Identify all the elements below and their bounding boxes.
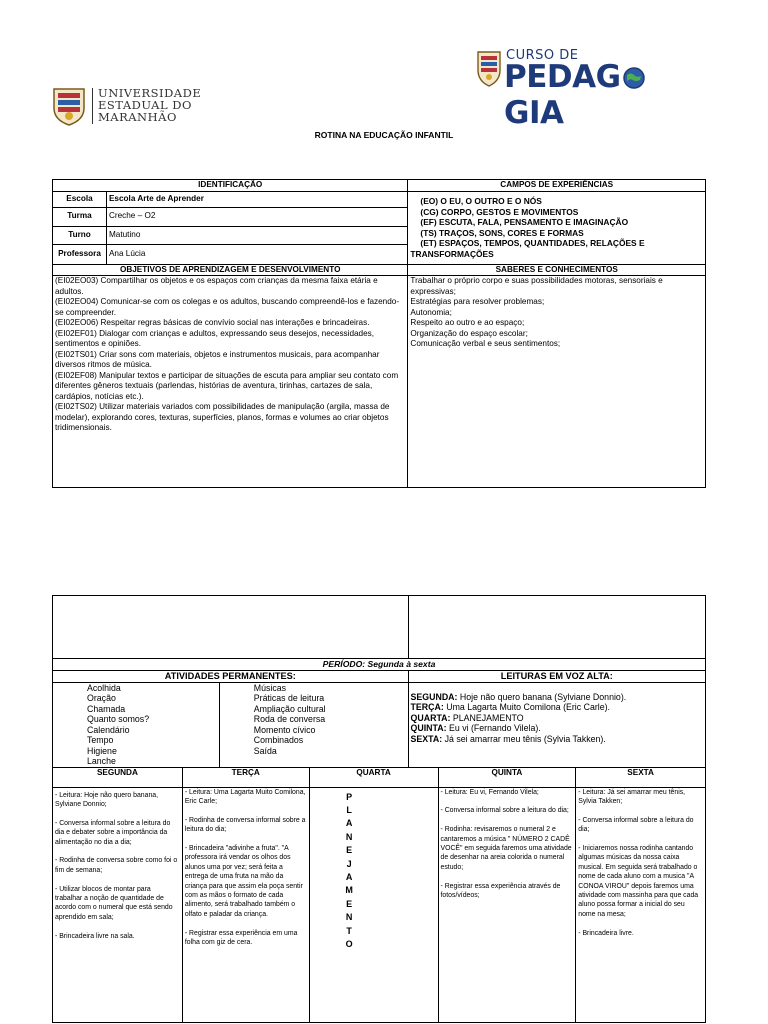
leitura-text: Hoje não quero banana (Sylviane Donnio). bbox=[457, 691, 627, 702]
blank-cell-right bbox=[408, 596, 705, 659]
plan-item: - Leitura: Já sei amarrar meu tênis, Sylvia Takken; bbox=[578, 788, 686, 805]
blank-cell-left bbox=[53, 596, 409, 659]
routine-table bbox=[52, 595, 706, 1023]
plan-item: - Conversa informal sobre a leitura do dia; bbox=[440, 807, 569, 815]
planejamento-letter: T bbox=[346, 925, 353, 936]
identification-table bbox=[52, 179, 706, 488]
atividade-item: Saída bbox=[253, 745, 277, 756]
plan-item: - Leitura: Hoje não quero banana, Sylviane Donnio; bbox=[55, 791, 159, 808]
saber-item: Comunicação verbal e seus sentimentos; bbox=[410, 339, 561, 348]
plan-item: - Brincadeira "adivinhe a fruta". "A professora irá vendar os olhos dos alunos uma por vez; será feita a entrega de uma fruta na mão da criança para que assim ela poça sentir com as mãos o formato de cada alimento, será trabalhado também o olfato e paladar da criança. bbox=[184, 844, 303, 918]
plan-item: - Leitura: Uma Lagarta Muito Comilona, Eric Carle; bbox=[184, 788, 306, 805]
leitura-item bbox=[411, 702, 703, 713]
plan-item: - Rodinha de conversa informal sobre a leitura do dia; bbox=[184, 816, 306, 834]
quarta-plan bbox=[309, 787, 438, 1023]
sexta-plan bbox=[576, 787, 706, 1023]
planejamento-letter: J bbox=[346, 858, 353, 869]
atividade-item: Ampliação cultural bbox=[253, 703, 326, 714]
leituras-header: LEITURAS EM VOZ ALTA: bbox=[408, 670, 705, 682]
atividade-item: Chamada bbox=[87, 703, 126, 714]
leitura-item bbox=[411, 692, 703, 703]
saber-item: Organização do espaço escolar; bbox=[410, 328, 528, 338]
pedagogia-main-text bbox=[504, 59, 704, 131]
plan-item: - Rodinha de conversa sobre como foi o fim de semana; bbox=[55, 857, 178, 874]
campo-ts: (TS) TRAÇOS, SONS, CORES E FORMAS bbox=[420, 227, 584, 238]
pedagogia-main-right: GIA bbox=[504, 95, 564, 131]
pedagogia-logo bbox=[474, 46, 704, 131]
uema-name bbox=[98, 87, 201, 123]
leitura-text: PLANEJAMENTO bbox=[450, 712, 524, 723]
saber-item: Estratégias para resolver problemas; bbox=[410, 297, 545, 306]
turno-value: Matutino bbox=[106, 226, 407, 244]
objetivo-item: (EI02EF08) Manipular textos e participar de situações de escuta para ampliar seu contato com diferentes gêneros textuais (parlendas, histórias de aventura, tirinhas, cartazes de sala, cardápios, notícias etc.). bbox=[55, 370, 399, 401]
professora-label: Professora bbox=[53, 244, 107, 264]
uema-seal-icon bbox=[50, 86, 88, 126]
leitura-item bbox=[411, 713, 703, 724]
atividades-col1 bbox=[53, 682, 220, 767]
leitura-item bbox=[411, 723, 703, 734]
uema-line-3: MARANHÃO bbox=[98, 110, 177, 124]
objetivos-header: OBJETIVOS DE APRENDIZAGEM E DESENVOLVIMENTO bbox=[53, 264, 408, 276]
planejamento-letter: O bbox=[345, 938, 354, 949]
quinta-plan bbox=[438, 787, 576, 1023]
saberes-header: SABERES E CONHECIMENTOS bbox=[408, 264, 706, 276]
objetivo-item: (EI02EO04) Comunicar-se com os colegas e os adultos, buscando compreendê-los e fazendo-se compreender. bbox=[55, 297, 400, 317]
planejamento-letter: N bbox=[345, 831, 354, 842]
planejamento-letter: E bbox=[346, 845, 354, 856]
uema-line-1: UNIVERSIDADE bbox=[98, 86, 202, 100]
campo-cg: (CG) CORPO, GESTOS E MOVIMENTOS bbox=[420, 206, 579, 217]
planejamento-letter: A bbox=[345, 871, 354, 882]
turma-label: Turma bbox=[53, 207, 107, 226]
atividade-item: Calendário bbox=[87, 724, 130, 735]
objetivo-item: (EI02EO03) Compartilhar os objetos e os espaços com crianças da mesma faixa etária e adultos. bbox=[55, 276, 378, 296]
plan-item: - Registrar essa experiência através de fotos/vídeos; bbox=[440, 882, 561, 899]
leitura-day: TERÇA: bbox=[410, 702, 444, 712]
atividade-item: Tempo bbox=[87, 735, 114, 745]
pedagogia-seal-icon bbox=[476, 50, 502, 88]
saberes-list bbox=[408, 276, 706, 488]
objetivo-item: (EI02EF01) Dialogar com crianças e adultos, expressando seus desejos, necessidades, sentimentos e opiniões. bbox=[55, 328, 375, 348]
turno-label: Turno bbox=[53, 226, 107, 244]
atividade-item: Quanto somos? bbox=[87, 714, 150, 724]
planejamento-letter: P bbox=[346, 791, 354, 802]
leitura-text: Eu vi (Fernando Vilela). bbox=[446, 723, 541, 733]
leitura-text: Uma Lagarta Muito Comilona (Eric Carle). bbox=[443, 702, 610, 712]
atividade-item: Lanche bbox=[87, 756, 116, 766]
segunda-plan bbox=[53, 787, 183, 1023]
day-header-quarta: QUARTA bbox=[309, 767, 438, 787]
globe-icon bbox=[622, 66, 646, 90]
saber-item: Trabalhar o próprio corpo e suas possibilidades motoras, sensoriais e expressivas; bbox=[410, 276, 663, 296]
planejamento-letter: A bbox=[345, 818, 354, 829]
leitura-day: SEGUNDA: bbox=[410, 691, 458, 702]
leitura-day: SEXTA: bbox=[410, 733, 443, 744]
plan-item: - Conversa informal sobre a leitura do dia e debater sobre a importância da alimentação no dia a dia; bbox=[55, 819, 171, 846]
campos-list bbox=[408, 191, 706, 264]
atividade-item: Oração bbox=[87, 693, 116, 703]
plan-item: - Rodinha: revisaremos o numeral 2 e cantaremos a música " NÚMERO 2 CADÊ VOCÊ" em seguida faremos uma atividade de desenhar na areia colorida o numeral estudo; bbox=[440, 826, 572, 871]
planejamento-letter: E bbox=[346, 898, 354, 909]
turma-value: Creche – O2 bbox=[106, 207, 407, 226]
planejamento-letter: N bbox=[345, 912, 354, 923]
day-header-sexta: SEXTA bbox=[576, 767, 706, 787]
escola-value: Escola Arte de Aprender bbox=[106, 191, 407, 207]
plan-item: - Conversa informal sobre a leitura do dia; bbox=[578, 816, 694, 834]
day-header-segunda: SEGUNDA bbox=[53, 767, 183, 787]
campo-eo: (EO) O EU, O OUTRO E O NÓS bbox=[420, 196, 542, 206]
campo-ef: (EF) ESCUTA, FALA, PENSAMENTO E IMAGINAÇÃO bbox=[420, 217, 629, 227]
uema-line-2: ESTADUAL DO bbox=[98, 98, 192, 112]
planejamento-letter: M bbox=[345, 885, 354, 896]
plan-item: - Brincadeira livre. bbox=[578, 929, 634, 937]
leitura-item bbox=[411, 734, 703, 745]
day-header-terca: TERÇA bbox=[182, 767, 309, 787]
page-title: ROTINA NA EDUCAÇÃO INFANTIL bbox=[314, 130, 454, 140]
terca-plan bbox=[182, 787, 309, 1023]
leitura-day: QUARTA: bbox=[410, 712, 451, 723]
plan-item: - Utilizar blocos de montar para trabalhar a noção de quantidade de acordo com o numeral que está sendo aprendido em sala; bbox=[55, 885, 173, 921]
plan-item: - Iniciaremos nossa rodinha cantando algumas músicas da nossa caixa musical. Em seguida será trabalhado o nome de cada aluno com a musica "A CONOA VIROU" depois faremos uma atividade com massinha para que cada aluno possa formar a inicial do seu nome na mesa; bbox=[578, 844, 699, 918]
identificacao-header: IDENTIFICAÇÃO bbox=[53, 180, 408, 192]
atividade-item: Roda de conversa bbox=[253, 714, 326, 724]
professora-value: Ana Lúcia bbox=[106, 244, 407, 264]
atividade-item: Higiene bbox=[87, 745, 117, 756]
plan-item: - Leitura: Eu vi, Fernando Vilela; bbox=[440, 788, 539, 796]
saber-item: Respeito ao outro e ao espaço; bbox=[410, 318, 525, 327]
campos-header: CAMPOS DE EXPERIÊNCIAS bbox=[408, 180, 706, 192]
planejamento-vertical bbox=[310, 791, 390, 952]
objetivo-item: (EI02TS02) Utilizar materiais variados com possibilidades de manipulação (argila, massa de modelar), explorando cores, texturas, superfícies, planos, formas e volumes ao criar objetos tridimensionais. bbox=[55, 402, 390, 432]
atividade-item: Momento cívico bbox=[253, 724, 316, 735]
atividade-item: Combinados bbox=[253, 735, 304, 745]
campo-et: (ET) ESPAÇOS, TEMPOS, QUANTIDADES, RELAÇÕES E TRANSFORMAÇÕES bbox=[410, 238, 645, 259]
escola-label: Escola bbox=[53, 191, 107, 207]
leitura-text: Já sei amarrar meu tênis (Sylvia Takken). bbox=[442, 733, 606, 744]
saber-item: Autonomia; bbox=[410, 307, 452, 317]
atividades-header: ATIVIDADES PERMANENTES: bbox=[53, 670, 409, 682]
atividade-item: Acolhida bbox=[87, 682, 121, 693]
objetivos-list bbox=[53, 276, 408, 488]
atividade-item: Práticas de leitura bbox=[253, 693, 325, 703]
atividade-item: Músicas bbox=[253, 682, 287, 693]
plan-item: - Brincadeira livre na sala. bbox=[55, 932, 135, 940]
pedagogia-top-text: CURSO DE bbox=[506, 48, 579, 63]
uema-logo bbox=[50, 84, 200, 128]
leituras-list bbox=[408, 682, 705, 767]
planejamento-letter: L bbox=[346, 804, 353, 815]
objetivo-item: (EI02TS01) Criar sons com materiais, objetos e instrumentos musicais, para acompanhar diversos ritmos de música. bbox=[55, 349, 380, 369]
pedagogia-main-left: PEDAG bbox=[504, 59, 621, 95]
leitura-day: QUINTA: bbox=[410, 723, 447, 733]
atividades-col2 bbox=[219, 682, 408, 767]
periodo: PERÍODO: Segunda à sexta bbox=[53, 659, 706, 671]
day-header-quinta: QUINTA bbox=[438, 767, 576, 787]
uema-separator bbox=[92, 88, 93, 124]
plan-item: - Registrar essa experiência em uma folha com giz de cera. bbox=[184, 929, 298, 946]
objetivo-item: (EI02EO06) Respeitar regras básicas de convívio social nas interações e brincadeiras. bbox=[55, 318, 370, 327]
